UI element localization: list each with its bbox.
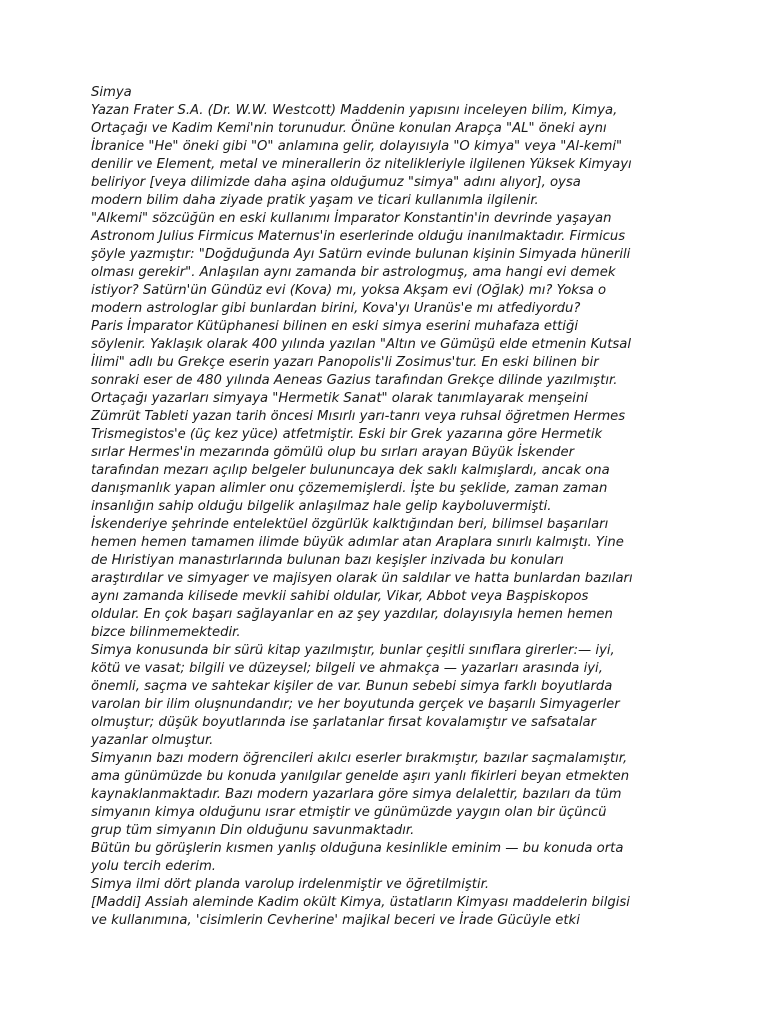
text-line: hemen hemen tamamen ilimde büyük adımlar atan Araplara sınırlı kalmıştı. Yine	[91, 535, 624, 550]
text-line: "Alkemi" sözcüğün en eski kullanımı İmparator Konstantin'in devrinde yaşayan	[91, 211, 612, 226]
text-line: yolu tercih ederim.	[91, 859, 216, 874]
text-line: Simyanın bazı modern öğrencileri akılcı eserler bırakmıştır, bazılar saçmalamıştır,	[91, 751, 628, 766]
text-line: varolan bir ilim oluşnundandır; ve her boyutunda gerçek ve başarılı Simyagerler	[91, 697, 620, 712]
text-line: olmuştur; düşük boyutlarında ise şarlatanlar fırsat kovalamıştır ve safsatalar	[91, 715, 596, 730]
text-line: olması gerekir". Anlaşılan aynı zamanda bir astrologmuş, ama hangi evi demek	[91, 265, 616, 280]
text-line: tarafından mezarı açılıp belgeler bulununcaya dek saklı kalmışlardı, ancak ona	[91, 463, 610, 478]
text-line: simyanın kimya olduğunu ısrar etmiştir ve günümüzde yaygın olan bir üçüncü	[91, 805, 607, 820]
text-line: kötü ve vasat; bilgili ve düzeysel; bilgeli ve ahmakça — yazarları arasında iyi,	[91, 661, 603, 676]
text-line: istiyor? Satürn'ün Gündüz evi (Kova) mı, yoksa Akşam evi (Oğlak) mı? Yoksa o	[91, 283, 607, 298]
text-line: Paris İmparator Kütüphanesi bilinen en eski simya eserini muhafaza ettiği	[91, 319, 579, 334]
text-line: İlimi" adlı bu Grekçe eserin yazarı Panopolis'li Zosimus'tur. En eski bilinen bir	[91, 355, 599, 370]
text-line: İbranice "He" öneki gibi "O" anlamına gelir, dolayısıyla "O kimya" veya "Al-kemi"	[91, 139, 623, 154]
text-line: Bütün bu görüşlerin kısmen yanlış olduğuna kesinlikle eminim — bu konuda orta	[91, 841, 624, 856]
text-line: yazanlar olmuştur.	[91, 733, 214, 748]
text-line: oldular. En çok başarı sağlayanlar en az şey yazdılar, dolayısıyla hemen hemen	[91, 607, 613, 622]
text-line: Simya	[91, 85, 132, 100]
text-line: Trismegistos'e (üç kez yüce) atfetmiştir. Eski bir Grek yazarına göre Hermetik	[91, 427, 603, 442]
text-line: sırlar Hermes'in mezarında gömülü olup bu sırları arayan Büyük İskender	[91, 445, 575, 460]
text-line: ve kullanımına, 'cisimlerin Cevherine' majikal beceri ve İrade Gücüyle etki	[91, 913, 580, 928]
text-line: söylenir. Yaklaşık olarak 400 yılında yazılan "Altın ve Gümüşü elde etmenin Kutsal	[91, 337, 632, 352]
text-line: aynı zamanda kilisede mevkii sahibi oldular, Vikar, Abbot veya Başpiskopos	[91, 589, 589, 604]
text-line: İskenderiye şehrinde entelektüel özgürlük kalktığından beri, bilimsel başarıları	[91, 517, 609, 532]
text-line: insanlığın sahip olduğu bilgelik anlaşılmaz hale gelip kayboluvermişti.	[91, 499, 552, 514]
text-line: Astronom Julius Firmicus Maternus'in eserlerinde olduğu inanılmaktadır. Firmicus	[91, 229, 626, 244]
text-line: denilir ve Element, metal ve minerallerin öz nitelikleriyle ilgilenen Yüksek Kimyayı	[91, 157, 632, 172]
text-line: beliriyor [veya dilimizde daha aşina olduğumuz "simya" adını alıyor], oysa	[91, 175, 581, 190]
document-body	[91, 84, 691, 948]
text-line: Ortaçağı yazarları simyaya "Hermetik Sanat" olarak tanımlayarak menşeini	[91, 391, 588, 406]
text-line: Ortaçağı ve Kadim Kemi'nin torunudur. Önüne konulan Arapça "AL" öneki aynı	[91, 121, 607, 136]
text-line: grup tüm simyanın Din olduğunu savunmaktadır.	[91, 823, 415, 838]
text-line: sonraki eser de 480 yılında Aeneas Gazius tarafından Grekçe dilinde yazılmıştır.	[91, 373, 618, 388]
text-line: modern astrologlar gibi bunlardan birini, Kova'yı Uranüs'e mı atfediyordu?	[91, 301, 581, 316]
text-line: danışmanlık yapan alimler onu çözememişlerdi. İşte bu şeklide, zaman zaman	[91, 481, 608, 496]
text-line: Yazan Frater S.A. (Dr. W.W. Westcott) Maddenin yapısını inceleyen bilim, Kimya,	[91, 103, 618, 118]
text-line: Simya konusunda bir sürü kitap yazılmıştır, bunlar çeşitli sınıflara girerler:— iyi,	[91, 643, 615, 658]
text-line: de Hıristiyan manastırlarında bulunan bazı keşişler inzivada bu konuları	[91, 553, 564, 568]
text-line: ama günümüzde bu konuda yanılgılar genelde aşırı yanlı fikirleri beyan etmekten	[91, 769, 630, 784]
text-line: araştırdılar ve simyager ve majisyen olarak ün saldılar ve hatta bunlardan bazıları	[91, 571, 633, 586]
text-line: Zümrüt Tableti yazan tarih öncesi Mısırlı yarı-tanrı veya ruhsal öğretmen Hermes	[91, 409, 626, 424]
text-line: bizce bilinmemektedir.	[91, 625, 241, 640]
text-line	[91, 930, 691, 948]
text-line: şöyle yazmıştır: "Doğduğunda Ayı Satürn evinde bulunan kişinin Simyada hünerili	[91, 247, 631, 262]
text-line: Simya ilmi dört planda varolup irdelenmiştir ve öğretilmiştir.	[91, 877, 490, 892]
text-line: önemli, saçma ve sahtekar kişiler de var. Bunun sebebi simya farklı boyutlarda	[91, 679, 613, 694]
text-line: kaynaklanmaktadır. Bazı modern yazarlara göre simya delalettir, bazıları da tüm	[91, 787, 622, 802]
text-line: modern bilim daha ziyade pratik yaşam ve ticari kullanımla ilgilenir.	[91, 193, 539, 208]
text-line: [Maddi] Assiah aleminde Kadim okült Kimya, üstatların Kimyası maddelerin bilgisi	[91, 895, 630, 910]
